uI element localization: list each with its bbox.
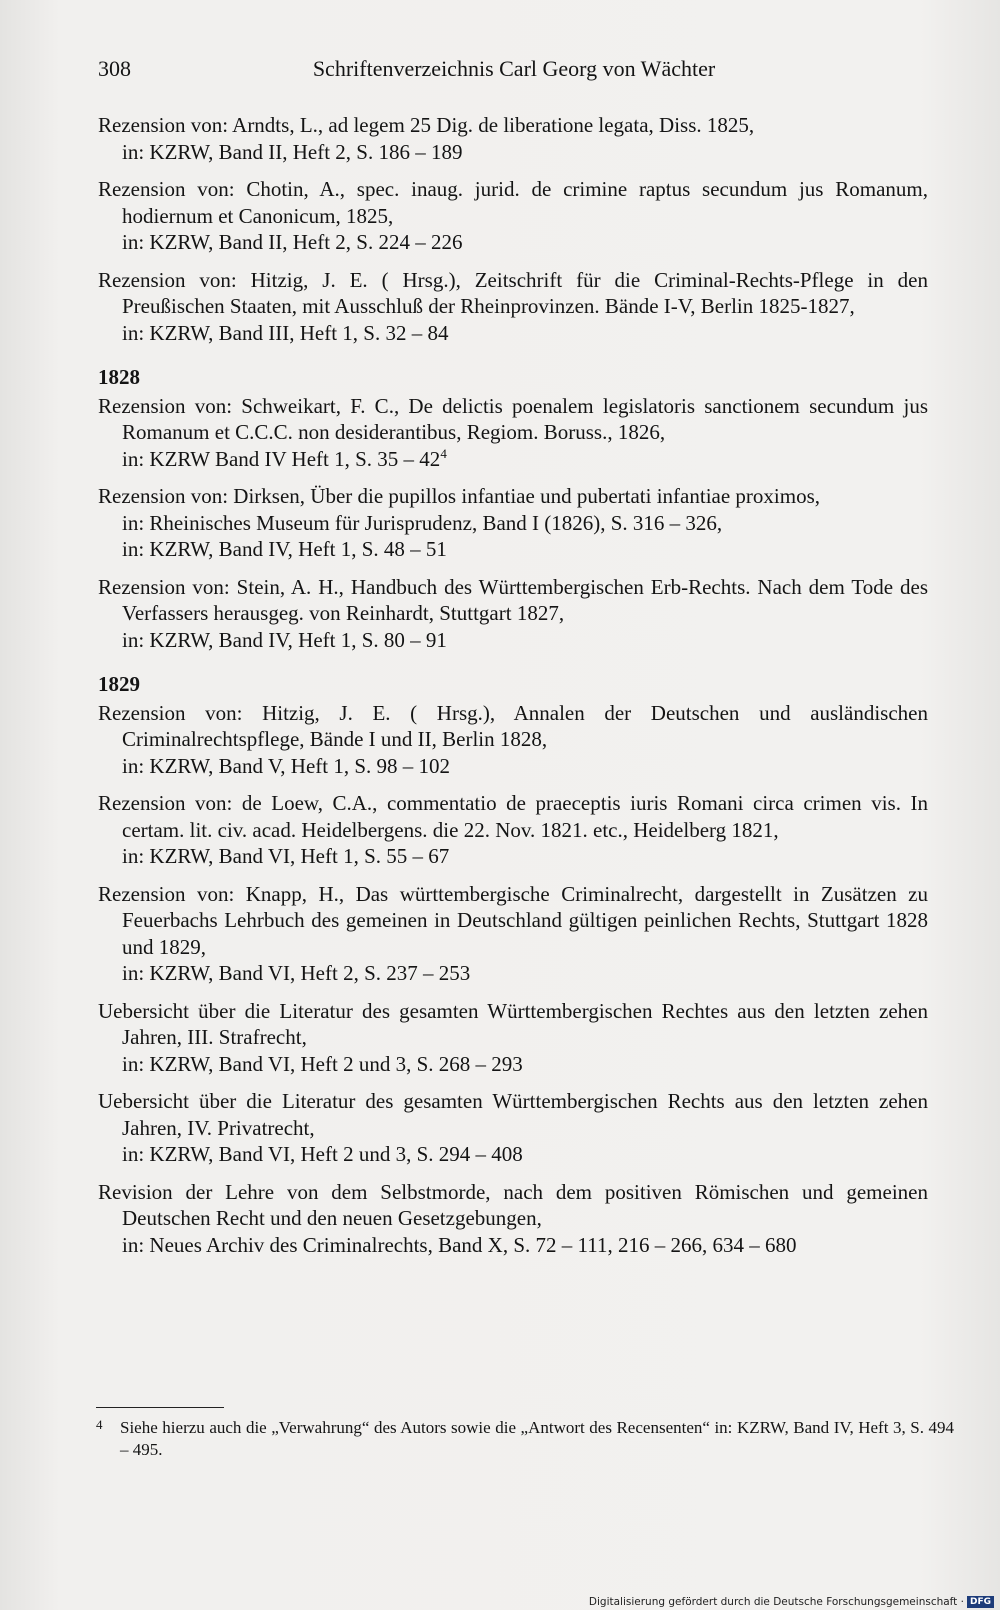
entry-reference: in: KZRW, Band VI, Heft 1, S. 55 – 67 xyxy=(122,844,450,868)
entry-reference: in: KZRW, Band IV, Heft 1, S. 48 – 51 xyxy=(122,537,447,561)
entry-text: Revision der Lehre von dem Selbstmorde, nach dem positiven Römischen und gemeinen Deutschen Recht und den neuen Gesetzgebungen, xyxy=(98,1179,928,1230)
entry-text: Rezension von: Stein, A. H., Handbuch des Württembergischen Erb-Rechts. Nach dem Tode des Verfassers herausgeg. von Reinhardt, Stuttgart 1827, xyxy=(98,574,928,625)
bibliography-entry xyxy=(98,393,928,473)
footnote xyxy=(96,1414,954,1461)
year-heading-1828: 1828 xyxy=(98,365,140,389)
footnote-text: Siehe hierzu auch die „Verwahrung“ des Autors sowie die „Antwort des Recensenten“ in: KZRW, Band IV, Heft 3, S. 494 – 495. xyxy=(120,1418,954,1459)
year-heading-1829: 1829 xyxy=(98,672,140,696)
bibliography-entry xyxy=(98,483,928,563)
entry-text: Rezension von: de Loew, C.A., commentatio de praeceptis iuris Romani circa crimen vis. In certam. lit. civ. acad. Heidelbergens. die 22. Nov. 1821. etc., Heidelberg 1821, xyxy=(98,791,928,842)
bibliography-entry xyxy=(98,790,928,870)
entry-reference: in: KZRW, Band VI, Heft 2, S. 237 – 253 xyxy=(122,961,471,985)
bibliography-entry xyxy=(98,1179,928,1259)
entry-text: Uebersicht über die Literatur des gesamten Württembergischen Rechts aus den letzten zehen Jahren, IV. Privatrecht, xyxy=(98,1089,928,1140)
entry-text: Uebersicht über die Literatur des gesamten Württembergischen Rechtes aus den letzten zehen Jahren, III. Strafrecht, xyxy=(98,998,928,1049)
entry-reference-text: in: KZRW Band IV Heft 1, S. 35 – 42 xyxy=(122,446,441,471)
footnote-marker[interactable]: 4 xyxy=(440,445,447,461)
bibliography-entry xyxy=(98,267,928,347)
entry-reference: in: KZRW, Band III, Heft 1, S. 32 – 84 xyxy=(122,320,449,345)
digitization-credit xyxy=(589,1596,994,1608)
entry-text: Rezension von: Hitzig, J. E. ( Hrsg.), Annalen der Deutschen und ausländischen Criminalrechtspflege, Bände I und II, Berlin 1828, xyxy=(98,700,928,751)
page-number: 308 xyxy=(98,56,131,81)
footnote-divider xyxy=(96,1407,224,1408)
dfg-logo: DFG xyxy=(967,1596,994,1608)
entry-reference: in: KZRW, Band V, Heft 1, S. 98 – 102 xyxy=(122,753,451,778)
bibliography-entry xyxy=(98,700,928,780)
entry-text: Rezension von: Chotin, A., spec. inaug. jurid. de crimine raptus secundum jus Romanum, hodiernum et Canonicum, 1825, xyxy=(98,177,928,228)
bibliography-entry xyxy=(98,176,928,256)
bibliography-entry xyxy=(98,881,928,987)
entry-text: Rezension von: Dirksen, Über die pupillos infantiae und pubertati infantiae proximos, xyxy=(98,484,820,508)
entry-reference xyxy=(122,446,928,473)
bibliography-entry xyxy=(98,998,928,1078)
credit-text: Digitalisierung gefördert durch die Deutsche Forschungsgemeinschaft · xyxy=(588,1596,964,1608)
running-title: Schriftenverzeichnis Carl Georg von Wächter xyxy=(312,56,716,81)
footnote-number: 4 xyxy=(96,1417,103,1432)
entry-reference: in: KZRW, Band VI, Heft 2 und 3, S. 294 – 408 xyxy=(122,1142,523,1166)
entry-reference: in: Rheinisches Museum für Jurisprudenz, Band I (1826), S. 316 – 326, xyxy=(122,510,723,535)
entry-reference: in: KZRW, Band II, Heft 2, S. 186 – 189 xyxy=(122,139,463,164)
entry-text: Rezension von: Hitzig, J. E. ( Hrsg.), Zeitschrift für die Criminal-Rechts-Pflege in den Preußischen Staaten, mit Ausschluß der Rheinprovinzen. Bände I-V, Berlin 1825-1827, xyxy=(98,267,928,318)
bibliography-list xyxy=(98,112,928,1269)
bibliography-entry xyxy=(98,112,928,165)
entry-reference: in: KZRW, Band II, Heft 2, S. 224 – 226 xyxy=(122,230,463,254)
entry-reference: in: KZRW, Band IV, Heft 1, S. 80 – 91 xyxy=(122,627,447,652)
entry-reference: in: KZRW, Band VI, Heft 2 und 3, S. 268 – 293 xyxy=(122,1051,523,1076)
page-header xyxy=(98,56,900,90)
bibliography-entry xyxy=(98,1088,928,1168)
bibliography-entry xyxy=(98,574,928,654)
entry-reference: in: Neues Archiv des Criminalrechts, Band X, S. 72 – 111, 216 – 266, 634 – 680 xyxy=(122,1232,797,1257)
entry-text: Rezension von: Arndts, L., ad legem 25 Dig. de liberatione legata, Diss. 1825, xyxy=(98,113,755,137)
entry-text: Rezension von: Knapp, H., Das württembergische Criminalrecht, dargestellt in Zusätzen zu Feuerbachs Lehrbuch des gemeinen in Deutschland gültigen peinlichen Rechts, Stuttgart 1828 und 1829, xyxy=(98,881,928,959)
entry-text: Rezension von: Schweikart, F. C., De delictis poenalem legislatoris sanctionem secundum jus Romanum et C.C.C. non desiderantibus, Regiom. Boruss., 1826, xyxy=(98,393,928,444)
